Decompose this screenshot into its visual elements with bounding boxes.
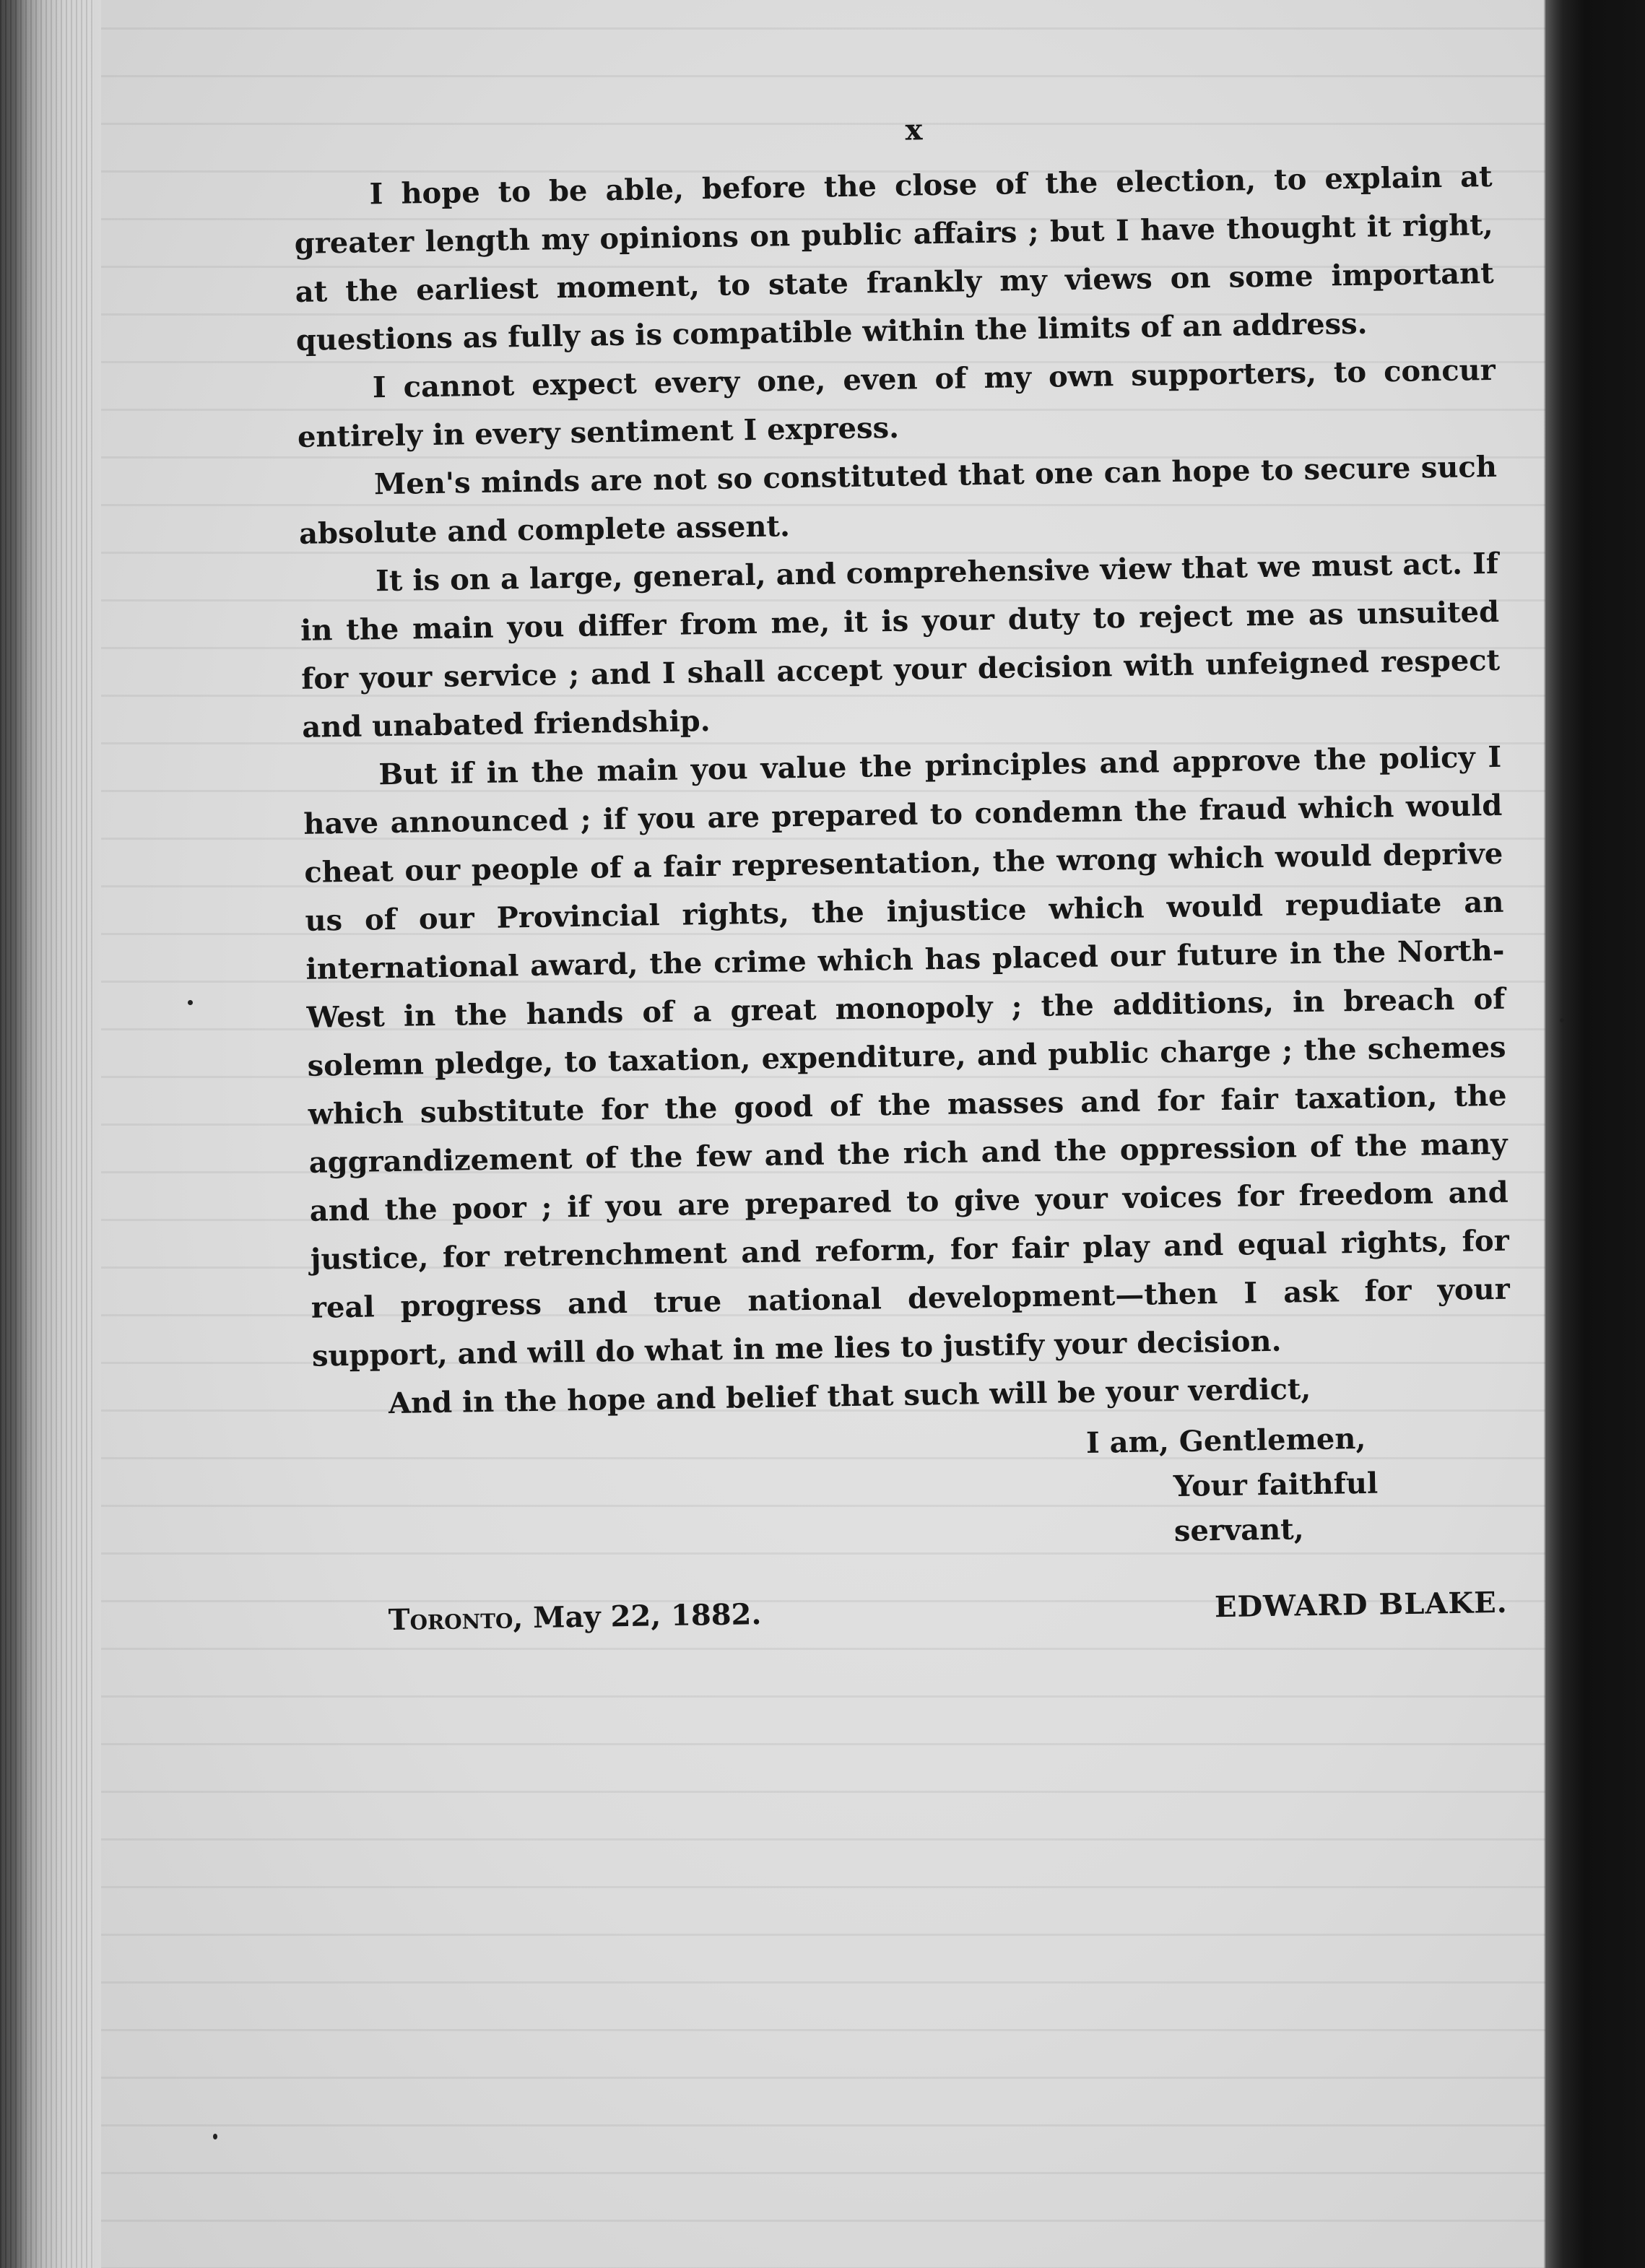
date: May 22, 1882. bbox=[532, 1597, 762, 1635]
paragraph-6: And in the hope and belief that such will be your verdict, bbox=[388, 1372, 1311, 1421]
book-page-edges bbox=[0, 0, 94, 2268]
book-binding-shadow bbox=[1544, 0, 1645, 2268]
print-speck bbox=[213, 2134, 217, 2139]
place: Toronto, bbox=[388, 1601, 524, 1638]
closing-salutation: I am, Gentlemen, bbox=[1085, 1421, 1366, 1460]
page-number: x bbox=[905, 113, 923, 147]
place-and-date bbox=[316, 1592, 762, 1644]
page-text bbox=[292, 97, 1515, 1644]
signature-row bbox=[316, 1552, 1515, 1644]
book-page bbox=[101, 0, 1545, 2268]
closing-valediction: Your faithful servant, bbox=[1173, 1466, 1379, 1549]
closing-block bbox=[313, 1415, 1515, 1644]
paragraph-3: Men's minds are not so constituted that one can hope to secure such absolute and complete assent. bbox=[298, 449, 1498, 551]
paragraph-5: But if in the main you value the principles and approve the policy I have announced ; if you are prepared to condemn the fraud which would cheat our people of a fair representation, the wrong which would deprive us of our Provincial rights, the injustice which would repudiate an international award, the crime which has placed our future in the North-West in the hands of a great monopoly ; the additions, in breach of solemn pledge, to taxation, expenditure, and public charge ; the schemes which substitute for the good of the masses and for fair taxation, the aggrandizement of the few and the rich and the oppression of the many and the poor ; if you are prepared to give your voices for freedom and justice, for retrenchment and reform, for fair play and equal rights, for real progress and true national development—then I ask for your support, and will do what in me lies to justify your decision. bbox=[303, 739, 1511, 1373]
print-speck bbox=[188, 1000, 193, 1005]
paragraph-4: It is on a large, general, and comprehensive view that we must act. If in the main you differ from me, it is your duty to reject me as unsuited for your service ; and I shall accept your decision with unfeigned respect and unabated friendship. bbox=[300, 546, 1501, 744]
paragraph-1: I hope to be able, before the close of the election, to explain at greater length my opinions on public affairs ; but I have thought it right, at the earliest moment, to state frankly my views on some important questions as fully as is compatible within the limits of an address. bbox=[294, 159, 1495, 357]
signature: EDWARD BLAKE. bbox=[1214, 1585, 1508, 1625]
paragraph-2: I cannot expect every one, even of my own supporters, to concur entirely in every sentiment I express. bbox=[297, 352, 1496, 454]
